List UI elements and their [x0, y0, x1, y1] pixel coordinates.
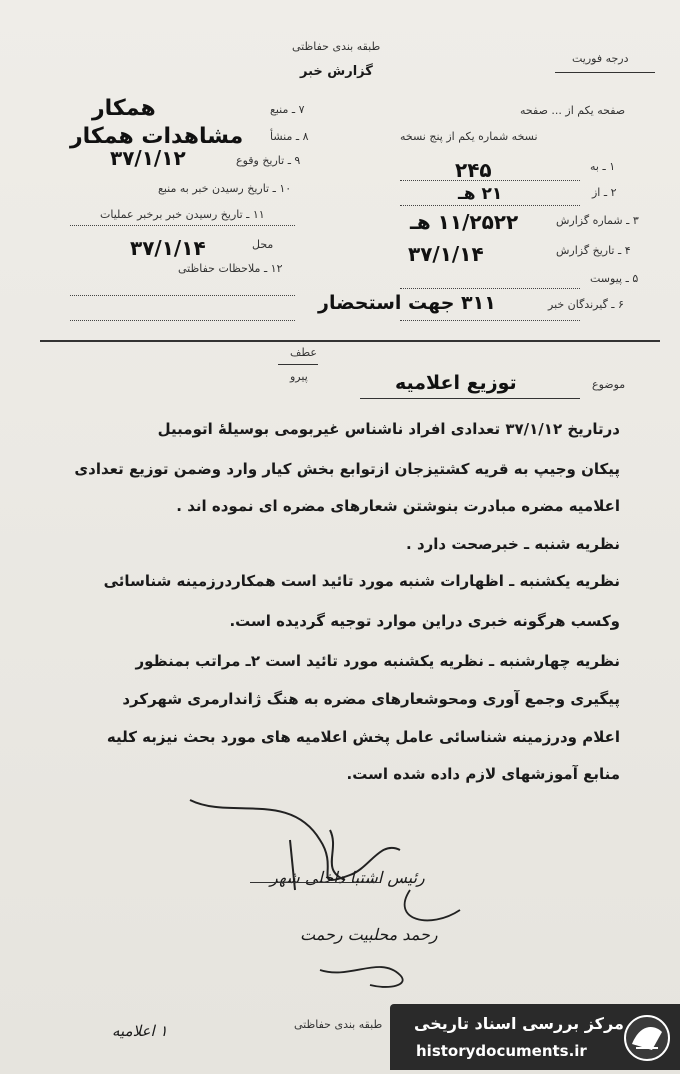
body-line-7: نظریه چهارشنبه ـ نظریه یکشنبه مورد تائید است ۲ـ مراتب بمنظور [135, 652, 620, 670]
archive-logo [390, 1004, 680, 1070]
from-value: ۲۱ هـ [458, 184, 503, 204]
field-receipt-source-label: ۱۰ ـ تاریخ رسیدن خبر به منبع [158, 182, 292, 195]
page-label: صفحه یکم از ... صفحه [520, 104, 626, 117]
field-origin-value: مشاهدات همکار [70, 124, 244, 149]
recipients-label: ۶ ـ گیرندگان خبر [548, 298, 624, 311]
field-receipt-ops-label: ۱۱ ـ تاریخ رسیدن خبر برخبر عملیات [100, 208, 265, 221]
body-line-2: پیکان وجیپ به قریه کشتیزجان ازتوابع بخش کیار وارد وضمن توزیع تعدادی [74, 460, 620, 478]
field-origin-label: ۸ ـ منشأ [270, 130, 309, 143]
field-place-label: محل [252, 238, 274, 251]
report-date-label: ۴ ـ تاریخ گزارش [556, 244, 631, 257]
report-title: گزارش خبر [300, 64, 373, 79]
report-number-label: ۳ ـ شماره گزارش [556, 214, 639, 227]
logo-title: مرکز بررسی اسناد تاریخی [414, 1014, 624, 1033]
to-label: ۱ ـ به [590, 160, 616, 173]
logo-url: historydocuments.ir [416, 1042, 587, 1060]
to-value: ۲۴۵ [455, 158, 492, 182]
body-line-4: نظریه شنبه ـ خبرصحت دارد . [406, 535, 620, 553]
attachment-label: ۵ ـ پیوست [590, 272, 639, 285]
signature-line-1: رئیس اشتبا داخلی شهر [270, 868, 425, 887]
field-occurrence-value: ۳۷/۱/۱۲ [110, 146, 186, 170]
body-line-9: اعلام ودرزمینه شناسائی عامل پخش اعلامیه های مورد بحث نیزبه کلیه [106, 728, 620, 746]
report-number-value: ۱۱/۲۵۲۲ هـ [410, 210, 519, 234]
body-line-1: درتاریخ ۳۷/۱/۱۲ تعدادی افراد ناشناس غیربومی بوسیلهٔ اتومبیل [157, 420, 620, 438]
footer-handwritten-note: ۱ اعلامیه [112, 1022, 168, 1040]
subject-label: موضوع [592, 378, 626, 391]
copy-label: نسخه شماره یکم از پنج نسخه [400, 130, 538, 143]
recipients-line [400, 320, 580, 321]
urgency-line [555, 72, 655, 73]
subject-line [360, 398, 580, 399]
urgency-label: درجه فوریت [572, 52, 629, 65]
from-label: ۲ ـ از [592, 186, 617, 199]
signature-strike [250, 882, 380, 883]
field-security-notes-label: ۱۲ ـ ملاحظات حفاظتی [178, 262, 283, 275]
field-occurrence-label: ۹ ـ تاریخ وقوع [236, 154, 301, 167]
section-divider [40, 340, 660, 342]
ref-sub-label: پیرو [290, 370, 308, 383]
field-source-label: ۷ ـ منبع [270, 103, 305, 116]
archive-emblem-icon [622, 1014, 672, 1062]
dotline-1 [70, 225, 295, 226]
field-source-value: همکار [92, 96, 156, 121]
field-place-value: ۳۷/۱/۱۴ [130, 236, 206, 260]
from-line [400, 205, 580, 206]
subject-value: توزیع اعلامیه [395, 372, 517, 394]
body-line-3: اعلامیه مضره مبادرت بنوشتن شعارهای مضره ای نموده اند . [176, 497, 620, 515]
dotline-3 [70, 320, 295, 321]
classification-label-top: طبقه بندی حفاظتی [292, 40, 381, 53]
ref-label: عطف [290, 346, 317, 359]
body-line-10: منابع آموزشهای لازم داده شده است. [346, 765, 620, 783]
attachment-line [400, 288, 580, 289]
classification-label-bottom: طبقه بندی حفاظتی [294, 1018, 383, 1031]
to-line [400, 180, 580, 181]
report-date-value: ۳۷/۱/۱۴ [408, 242, 484, 266]
ref-line [278, 364, 318, 365]
signature-line-2: رحمد محلبیت رحمت [300, 925, 438, 944]
body-line-8: پیگیری وجمع آوری ومحوشعارهای مضره به هنگ ژاندارمری شهرکرد [122, 690, 620, 708]
body-line-6: وکسب هرگونه خبری دراین موارد توجیه گردیده است. [229, 612, 620, 630]
recipients-value: ۳۱۱ جهت استحضار [318, 292, 496, 314]
dotline-2 [70, 295, 295, 296]
body-line-5: نظریه یکشنبه ـ اظهارات شنبه مورد تائید است همکاردرزمینه شناسائی [103, 572, 620, 590]
signature-scribble [170, 780, 490, 1010]
